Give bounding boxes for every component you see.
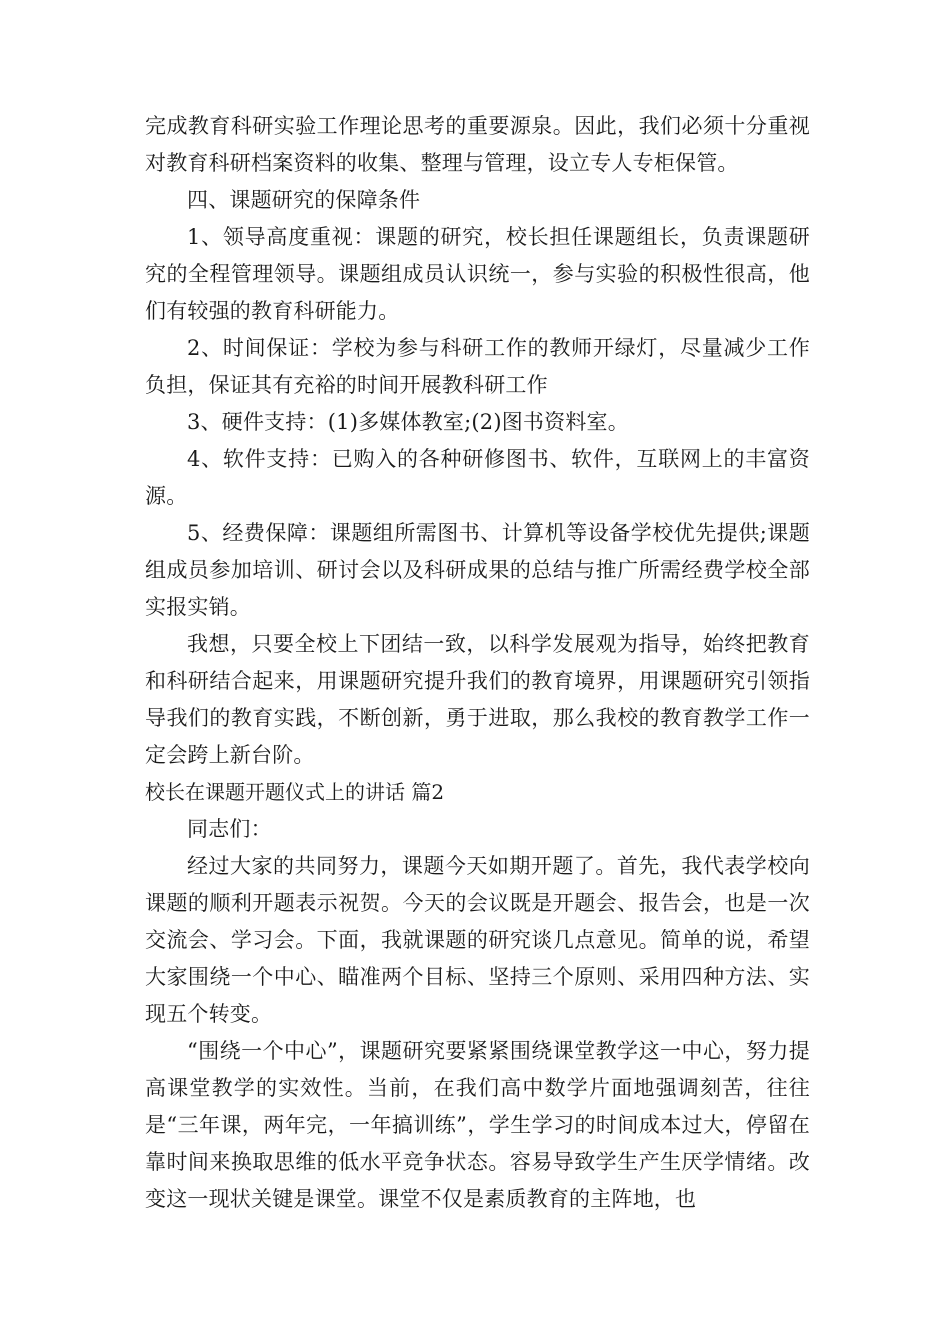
heading-guarantee-conditions: 四、课题研究的保障条件 [187, 188, 421, 212]
paragraph-hardware: 3、硬件支持：(1)多媒体教室;(2)图书资料室。 [187, 410, 629, 434]
paragraph-software: 4、软件支持：已购入的各种研修图书、软件，互联网上的丰富资源。 [145, 447, 810, 508]
paragraph-conclusion: 我想，只要全校上下团结一致，以科学发展观为指导，始终把教育和科研结合起来，用课题研究提升我们的教育境界，用课题研究引领指导我们的教育实践，不断创新，勇于进取，那么我校的教育教学工作一定会跨上新台阶。 [145, 632, 810, 767]
paragraph-leadership: 1、领导高度重视：课题的研究，校长担任课题组长，负责课题研究的全程管理领导。课题组成员认识统一，参与实验的积极性很高，他们有较强的教育科研能力。 [145, 225, 810, 323]
paragraph-funding: 5、经费保障：课题组所需图书、计算机等设备学校优先提供;课题组成员参加培训、研讨会以及科研成果的总结与推广所需经费学校全部实报实销。 [145, 521, 810, 619]
section-title: 校长在课题开题仪式上的讲话 篇2 [145, 780, 445, 804]
paragraph-greeting: 同志们： [187, 817, 272, 841]
document-page [145, 108, 810, 1218]
paragraph-one-center: “围绕一个中心”，课题研究要紧紧围绕课堂教学这一中心，努力提高课堂教学的实效性。当前，在我们高中数学片面地强调刻苦，往往是“三年课，两年完，一年搞训练”，学生学习的时间成本过大，停留在靠时间来换取思维的低水平竞争状态。容易导致学生产生厌学情绪。改变这一现状关键是课堂。课堂不仅是素质教育的主阵地，也 [145, 1039, 810, 1211]
paragraph-opening: 经过大家的共同努力，课题今天如期开题了。首先，我代表学校向课题的顺利开题表示祝贺。今天的会议既是开题会、报告会，也是一次交流会、学习会。下面，我就课题的研究谈几点意见。简单的说，希望大家围绕一个中心、瞄准两个目标、坚持三个原则、采用四种方法、实现五个转变。 [145, 854, 810, 1026]
paragraph-archive-management: 完成教育科研实验工作理论思考的重要源泉。因此，我们必须十分重视对教育科研档案资料的收集、整理与管理，设立专人专柜保管。 [145, 114, 810, 175]
paragraph-time-guarantee: 2、时间保证：学校为参与科研工作的教师开绿灯，尽量减少工作负担，保证其有充裕的时间开展教科研工作 [145, 336, 810, 397]
